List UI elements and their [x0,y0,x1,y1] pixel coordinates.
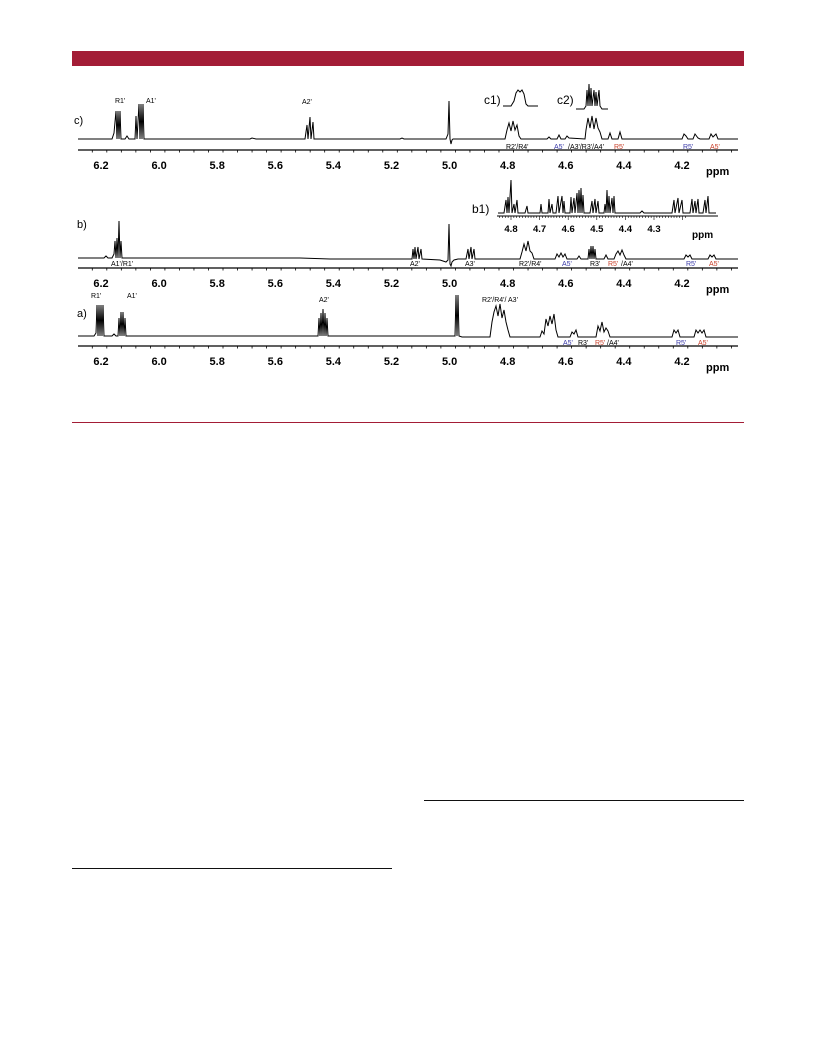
tick-label: 6.0 [151,160,167,172]
tick-label: 5.0 [441,160,458,172]
tick-label: 5.4 [325,160,342,172]
tick-label: 5.2 [383,160,400,172]
tick-label: 5.8 [209,356,225,368]
tick-label: 5.0 [441,278,458,290]
tick-label: 4.4 [616,160,632,172]
tick-label: 6.2 [93,278,109,290]
panel-c-spectrum [78,101,738,144]
peak-label: A5' [554,144,564,151]
peak-label: A3' [465,261,475,268]
tick-label: 4.8 [500,356,516,368]
tick-label: 4.8 [500,278,516,290]
tick-label: 4.6 [558,160,574,172]
peak-label: R1' [115,98,126,105]
peak-label: R2'/R4' [519,261,542,268]
inset-ppm-label: ppm [692,230,714,241]
tick-label: 6.2 [93,356,109,368]
tick-label: 5.8 [209,278,225,290]
peak-label: R5' [595,340,606,347]
panel-a [77,293,738,374]
peak-label: R5' [614,144,625,151]
panel-a-label: a) [77,308,87,320]
tick-label: 4.6 [558,356,574,368]
peak-label: A2' [410,261,420,268]
peak-label: A5' [709,261,719,268]
peak-label: A5' [698,340,708,347]
section-divider [72,422,744,423]
nmr-figure [0,0,816,420]
ppm-label: ppm [706,362,730,374]
ppm-label: ppm [706,166,730,178]
tick-label: 4.2 [674,278,690,290]
peak-label: A1' [127,293,137,300]
tick-label: 4.3 [647,224,661,235]
column-rule-right [424,800,744,801]
tick-label: 5.6 [267,356,283,368]
tick-label: 5.6 [267,160,283,172]
peak-label: R1' [91,293,102,300]
peak-label: A1'/R1' [111,261,134,268]
x-axis [78,150,738,178]
tick-label: 4.2 [674,160,690,172]
tick-label: 4.6 [558,278,574,290]
inset-b1-axis [500,216,686,235]
tick-label: 5.4 [325,278,342,290]
inset-c1 [484,90,538,107]
peak-label: R5' [686,261,697,268]
tick-label: 4.5 [590,224,604,235]
panel-a-spectrum [78,295,738,337]
tick-label: 4.7 [532,224,547,235]
x-axis [78,346,738,374]
panel-b [77,180,738,296]
panel-b-spectrum [78,221,738,266]
tick-label: 5.4 [325,356,342,368]
peak-label: /A3'/R3'/A4' [568,144,604,151]
tick-label: 4.4 [618,224,633,235]
peak-label: A5' [563,340,573,347]
peak-label: R2'/R4'/ A3' [482,297,518,304]
tick-label: 5.6 [267,278,283,290]
peak-label: R3' [578,340,589,347]
tick-label: 5.2 [383,356,400,368]
tick-label: 4.2 [674,356,690,368]
peak-label: R5' [676,340,687,347]
tick-label: 4.4 [616,278,632,290]
footnote-rule [72,868,392,869]
peak-label: A5' [562,261,572,268]
panel-c-label: c) [74,115,84,127]
peak-label: A2' [319,297,329,304]
peak-label: /A4' [621,261,633,268]
peak-label: R5' [683,144,694,151]
peak-label: R3' [590,261,601,268]
tick-label: 6.0 [151,356,167,368]
inset-b1 [472,180,718,241]
inset-c1-label: c1) [484,93,501,107]
peak-label: R2'/R4' [506,144,529,151]
ppm-label: ppm [706,284,730,296]
x-axis [78,268,738,296]
peak-label: R5' [608,261,619,268]
panel-b-label: b) [77,219,87,231]
tick-label: 5.0 [441,356,458,368]
tick-label: 4.4 [616,356,632,368]
peak-label: /A4' [607,340,619,347]
panel-c [74,84,738,178]
tick-label: 6.0 [151,278,167,290]
inset-c2-label: c2) [557,93,574,107]
peak-label: A2' [302,99,312,106]
tick-label: 6.2 [93,160,109,172]
tick-label: 5.2 [383,278,400,290]
tick-label: 4.8 [500,160,516,172]
peak-label: A5' [710,144,720,151]
peak-label: A1' [146,98,156,105]
inset-c2 [557,84,608,109]
tick-label: 5.8 [209,160,225,172]
tick-label: 4.6 [561,224,575,235]
tick-label: 4.8 [504,224,518,235]
inset-b1-label: b1) [472,202,490,216]
